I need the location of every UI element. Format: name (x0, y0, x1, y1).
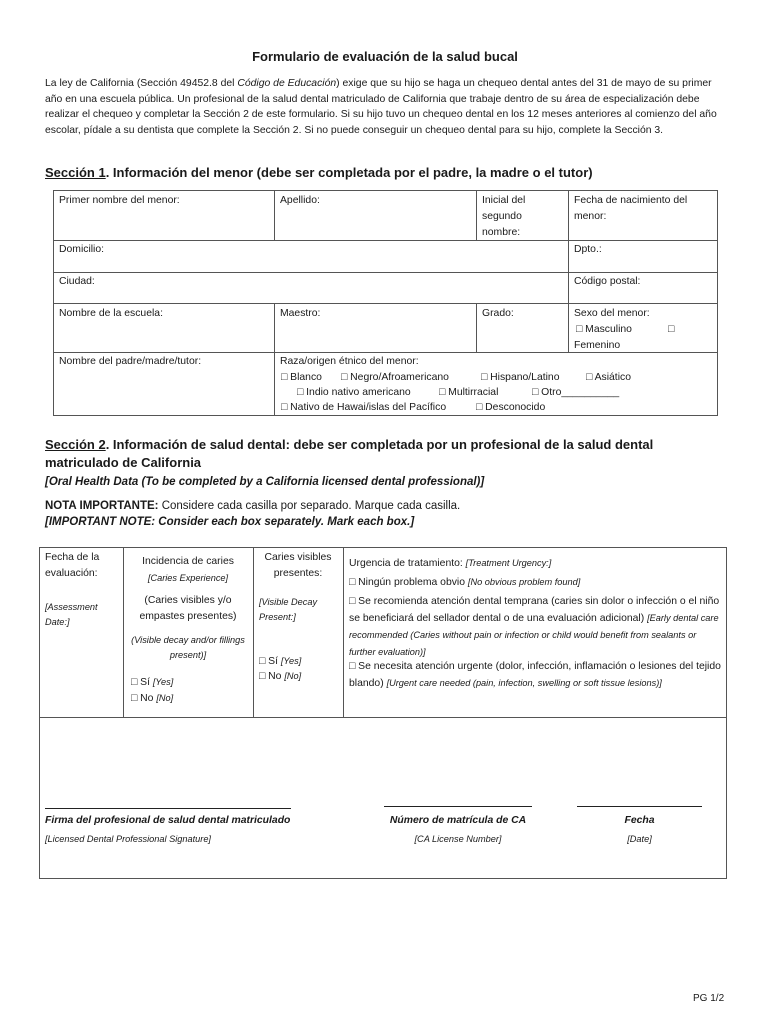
first-name-field[interactable]: Primer nombre del menor: (59, 195, 180, 206)
race-multi-checkbox[interactable]: □ Multirracial (439, 387, 499, 398)
race-black-checkbox[interactable]: □ Negro/Afroamericano (341, 372, 449, 383)
form-title: Formulario de evaluación de la salud bucal (252, 49, 518, 64)
page-number: PG 1/2 (693, 993, 725, 1004)
intro-code-name: Código de Educación (237, 78, 337, 89)
opt2-text: □ Se recomienda atención dental temprana (caries sin dolor o infección o el niño se beneficiará del sellador dental o de una evaluación adicional) (349, 596, 720, 624)
visible-decay-label: Caries visibles presentes: (264, 552, 332, 579)
date-label-english: [Date] (627, 834, 652, 844)
sex-male-checkbox[interactable]: □ Masculino (576, 324, 632, 335)
date-label: Fecha (624, 815, 655, 826)
teacher-field[interactable]: Maestro: (280, 308, 321, 319)
city-field[interactable]: Ciudad: (59, 276, 95, 287)
sex-female-label: Femenino (574, 340, 621, 351)
visible-decay-english: [Visible Decay Present:] (259, 597, 318, 622)
section2-heading (45, 436, 725, 472)
urgency-english: [Treatment Urgency:] (465, 558, 552, 568)
caries-description: (Caries visibles y/o empastes presentes) (139, 595, 237, 622)
intro-paragraph (45, 76, 730, 138)
caries-experience-label: Incidencia de caries (142, 556, 234, 567)
school-field[interactable]: Nombre de la escuela: (59, 308, 163, 319)
date-line[interactable] (577, 806, 702, 807)
urgency-early-checkbox[interactable] (349, 594, 721, 661)
race-other-checkbox[interactable]: □ Otro__________ (532, 387, 620, 398)
section1-heading (45, 164, 593, 182)
middle-initial-field[interactable]: Inicial del segundo nombre: (482, 195, 526, 238)
race-white-checkbox[interactable]: □ Blanco (281, 372, 322, 383)
section1-label: Sección 1 (45, 165, 106, 180)
signature-label: Firma del profesional de salud dental matriculado (45, 815, 291, 826)
intro-text-1: La ley de California (Sección 49452.8 del (45, 78, 238, 89)
license-label: Número de matrícula de CA (389, 815, 527, 826)
eval-date-english: [Assessment Date:] (45, 602, 98, 627)
caries-yes-checkbox[interactable] (131, 674, 173, 691)
opt1-english: [No obvious problem found] (467, 577, 581, 587)
opt3-english: [Urgent care needed (pain, infection, swelling or soft tissue lesions)] (386, 678, 662, 688)
signature-label-english: [Licensed Dental Professional Signature] (45, 834, 211, 844)
intro-text-2: ) exige que su hijo se haga un chequeo dental antes del 31 de mayo de su primer año en una escuela pública. Un profesional de la salud dental matriculado de California que trabaje dentro de su área de especialización debe realizar el chequeo y completar la Sección 2 de este formulario. Si su hijo tuvo un chequeo dental en los 12 meses anteriores al comienzo del año escolar, pídale a su dentista que complete la Sección 2. Si no puede conseguir un chequeo dental para su hijo, complete la Sección 3. (45, 78, 717, 136)
opt1-text: □ Ningún problema obvio (349, 577, 466, 588)
section2-title-2: matriculado de California (45, 455, 202, 470)
urgency-urgent-checkbox[interactable] (349, 659, 721, 692)
note-bold: NOTA IMPORTANTE: (45, 500, 159, 512)
section1-title: . Información del menor (debe ser completada por el padre, la madre o el tutor) (105, 165, 593, 180)
no-english: [No] (156, 693, 174, 703)
no-label: □ No (131, 693, 154, 704)
no-english: [No] (284, 671, 302, 681)
race-label: Raza/origen étnico del menor: (280, 356, 419, 367)
caries-description-english: (Visible decay and/or fillings present)] (131, 635, 245, 660)
last-name-field[interactable]: Apellido: (280, 195, 320, 206)
caries-experience-english: [Caries Experience] (147, 573, 229, 583)
yes-english: [Yes] (152, 677, 174, 687)
eval-date-field[interactable]: Fecha de la evaluación: (45, 552, 100, 579)
no-label: □ No (259, 671, 282, 682)
address-field[interactable]: Domicilio: (59, 244, 105, 255)
opt2-english: [Early dental care recommended (Caries without pain or infection or child would benefit from sealants or further evaluation)] (349, 613, 719, 657)
apt-field[interactable]: Dpto.: (574, 244, 602, 255)
race-hispanic-checkbox[interactable]: □ Hispano/Latino (481, 372, 560, 383)
zip-field[interactable]: Código postal: (574, 276, 641, 287)
note-text: Considere cada casilla por separado. Marque cada casilla. (158, 500, 461, 512)
race-asian-checkbox[interactable]: □ Asiático (586, 372, 631, 383)
yes-label: □ Sí (259, 656, 278, 667)
urgency-label (349, 555, 721, 572)
sex-female-checkbox[interactable]: □ (668, 324, 675, 335)
section2-english-heading: [Oral Health Data (To be completed by a California licensed dental professional)] (45, 476, 485, 488)
section2-title-1: . Información de salud dental: debe ser completada por un profesional de la salud dental (105, 437, 654, 452)
birth-date-field[interactable]: Fecha de nacimiento del menor: (574, 195, 688, 222)
race-unknown-checkbox[interactable]: □ Desconocido (476, 402, 546, 413)
section2-label: Sección 2 (45, 437, 106, 452)
decay-no-checkbox[interactable] (259, 668, 301, 685)
important-note (45, 498, 460, 514)
race-native-checkbox[interactable]: □ Indio nativo americano (297, 387, 411, 398)
urgency-text: Urgencia de tratamiento: (349, 558, 463, 569)
parent-name-field[interactable]: Nombre del padre/madre/tutor: (59, 356, 202, 367)
sex-label: Sexo del menor: (574, 308, 650, 319)
opt3-text: □ Se necesita atención urgente (dolor, infección, inflamación o lesiones del tejido blando) (349, 661, 721, 689)
license-label-english: [CA License Number] (414, 834, 502, 844)
urgency-none-checkbox[interactable] (349, 574, 721, 591)
license-line[interactable] (384, 806, 532, 807)
signature-line[interactable] (45, 808, 291, 809)
important-note-english: [IMPORTANT NOTE: Consider each box separately. Mark each box.] (45, 516, 415, 528)
caries-no-checkbox[interactable] (131, 690, 173, 707)
yes-english: [Yes] (280, 656, 302, 666)
race-hawaii-checkbox[interactable]: □ Nativo de Hawai/islas del Pacífico (281, 402, 447, 413)
grade-field[interactable]: Grado: (482, 308, 514, 319)
yes-label: □ Sí (131, 677, 150, 688)
